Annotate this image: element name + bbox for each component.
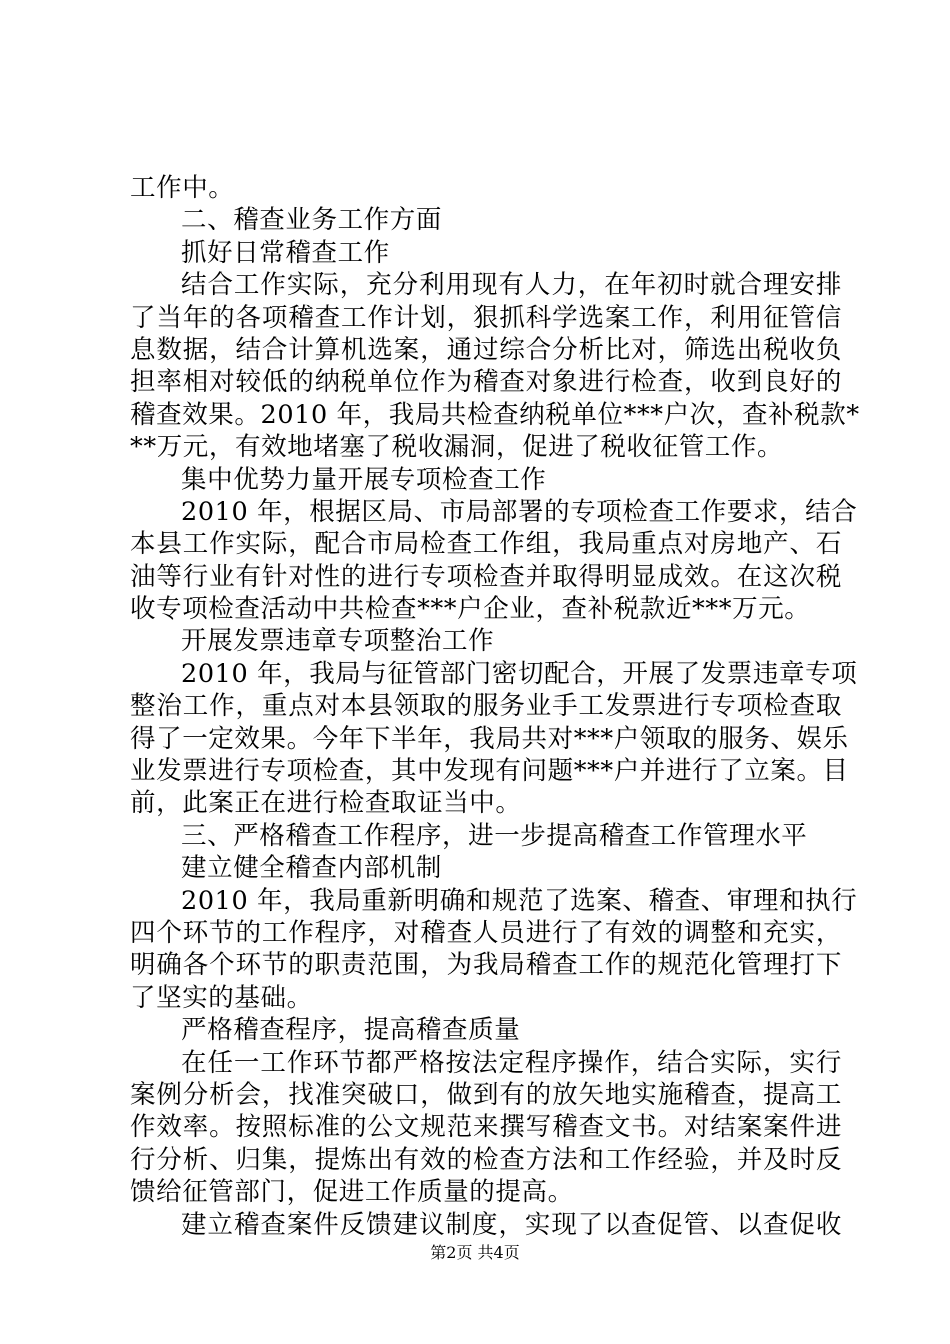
subheading-audit-procedure: 严格稽查程序，提高稽查质量 bbox=[181, 1015, 521, 1046]
text-line: 稽查效果。2010 年，我局共检查纳税单位***户次，查补税款* bbox=[130, 399, 860, 430]
text-line: 了当年的各项稽查工作计划，狠抓科学选案工作，利用征管信 bbox=[130, 302, 842, 333]
text-line: 息数据，结合计算机选案，通过综合分析比对，筛选出税收负 bbox=[130, 334, 842, 365]
text-line: 整治工作，重点对本县领取的服务业手工发票进行专项检查取 bbox=[130, 691, 842, 722]
section-heading-2: 二、稽查业务工作方面 bbox=[181, 205, 443, 236]
text-line: 业发票进行专项检查，其中发现有问题***户并进行了立案。目 bbox=[130, 756, 849, 787]
text-line: 2010 年，我局重新明确和规范了选案、稽查、审理和执行 bbox=[181, 885, 858, 916]
document-body bbox=[130, 172, 860, 1241]
subheading-daily-audit: 抓好日常稽查工作 bbox=[181, 237, 390, 268]
text-line: 2010 年，我局与征管部门密切配合，开展了发票违章专项 bbox=[181, 658, 858, 689]
text-line: 得了一定效果。今年下半年，我局共对***户领取的服务、娱乐 bbox=[130, 723, 849, 754]
text-line: 在任一工作环节都严格按法定程序操作，结合实际，实行 bbox=[181, 1047, 842, 1078]
subheading-invoice-rectification: 开展发票违章专项整治工作 bbox=[181, 626, 495, 657]
text-line: 担率相对较低的纳税单位作为稽查对象进行检查，收到良好的 bbox=[130, 367, 842, 398]
text-line: 前，此案正在进行检查取证当中。 bbox=[130, 788, 522, 819]
page-footer bbox=[0, 1243, 950, 1263]
subheading-special-inspection: 集中优势力量开展专项检查工作 bbox=[181, 464, 547, 495]
text-line: 建立稽查案件反馈建议制度，实现了以查促管、以查促收 bbox=[181, 1209, 842, 1240]
text-line: 工作中。 bbox=[130, 173, 235, 203]
text-line: 明确各个环节的职责范围，为我局稽查工作的规范化管理打下 bbox=[130, 950, 842, 981]
section-heading-3: 三、严格稽查工作程序，进一步提高稽查工作管理水平 bbox=[181, 820, 808, 851]
text-line: 四个环节的工作程序，对稽查人员进行了有效的调整和充实， bbox=[130, 917, 842, 948]
text-line: 馈给征管部门，促进工作质量的提高。 bbox=[130, 1177, 574, 1208]
text-line: 2010 年，根据区局、市局部署的专项检查工作要求，结合 bbox=[181, 496, 858, 527]
text-line: 油等行业有针对性的进行专项检查并取得明显成效。在这次税 bbox=[130, 561, 842, 592]
text-line: 行分析、归集，提炼出有效的检查方法和工作经验，并及时反 bbox=[130, 1144, 842, 1175]
text-line: **万元，有效地堵塞了税收漏洞，促进了税收征管工作。 bbox=[130, 432, 784, 463]
text-line: 收专项检查活动中共检查***户企业，查补税款近***万元。 bbox=[130, 594, 811, 625]
text-line: 作效率。按照标准的公文规范来撰写稽查文书。对结案案件进 bbox=[130, 1112, 842, 1143]
text-line: 案例分析会，找准突破口，做到有的放矢地实施稽查，提高工 bbox=[130, 1079, 842, 1110]
text-line: 本县工作实际，配合市局检查工作组，我局重点对房地产、石 bbox=[130, 529, 842, 560]
text-line: 结合工作实际，充分利用现有人力，在年初时就合理安排 bbox=[181, 270, 842, 301]
page-number: 第2页 共4页 bbox=[430, 1243, 520, 1262]
subheading-internal-mechanism: 建立健全稽查内部机制 bbox=[181, 853, 443, 884]
text-line: 了坚实的基础。 bbox=[130, 982, 313, 1013]
